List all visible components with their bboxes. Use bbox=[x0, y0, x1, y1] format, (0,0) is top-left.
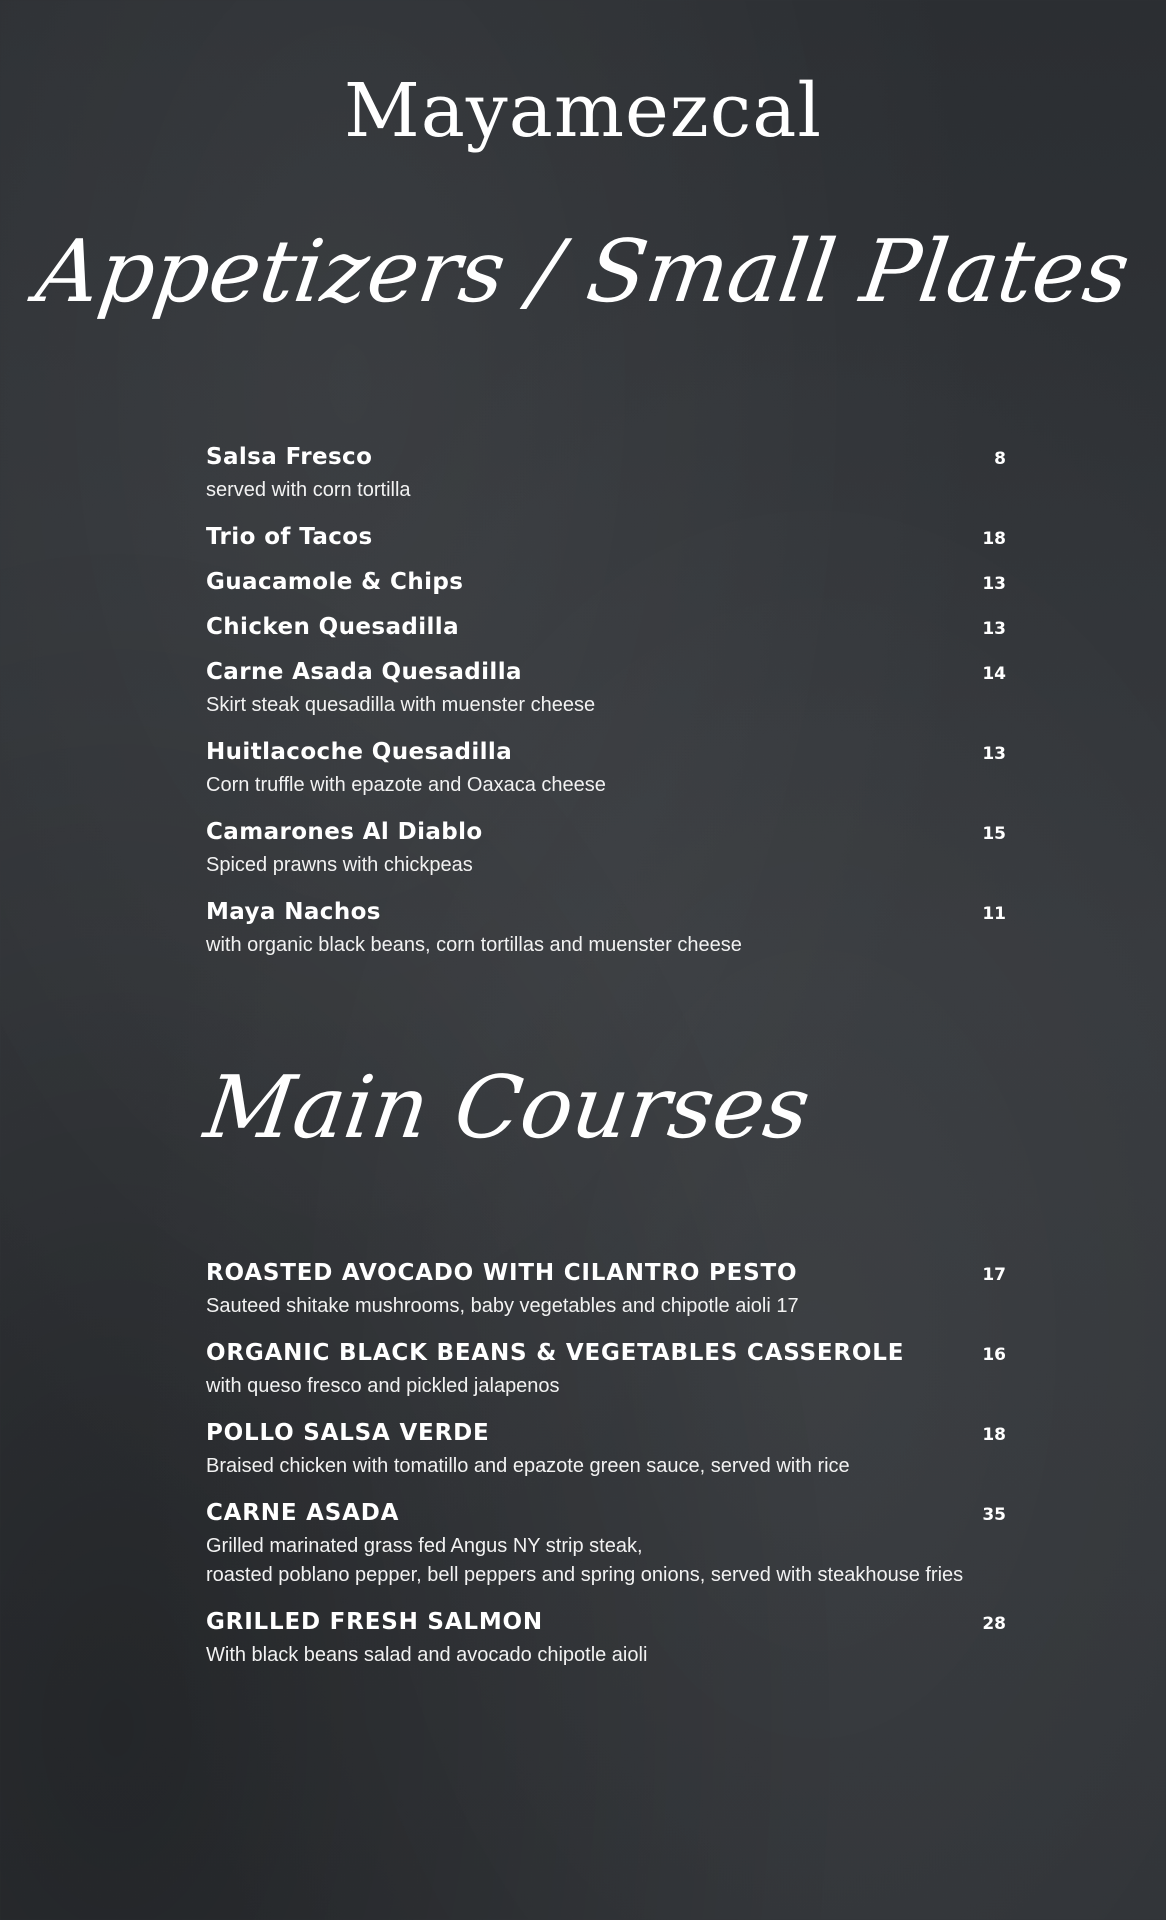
item-description: with organic black beans, corn tortillas and muenster cheese bbox=[206, 934, 742, 956]
item-price: 18 bbox=[982, 529, 1006, 549]
item-description: Spiced prawns with chickpeas bbox=[206, 854, 473, 876]
item-price: 18 bbox=[982, 1425, 1006, 1445]
item-description-line: Grilled marinated grass fed Angus NY strip steak, bbox=[206, 1535, 643, 1557]
item-price: 28 bbox=[982, 1614, 1006, 1634]
item-price: 13 bbox=[982, 619, 1006, 639]
item-name: ROASTED AVOCADO WITH CILANTRO PESTO bbox=[206, 1260, 798, 1286]
item-description: Braised chicken with tomatillo and epazote green sauce, served with rice bbox=[206, 1455, 850, 1477]
item-name: Guacamole & Chips bbox=[206, 569, 464, 595]
item-price: 14 bbox=[982, 664, 1006, 684]
main-courses-list bbox=[206, 1260, 1006, 1689]
item-name: Huitlacoche Quesadilla bbox=[206, 739, 513, 765]
restaurant-name: Mayamezcal bbox=[344, 68, 822, 154]
item-price: 13 bbox=[982, 744, 1006, 764]
item-name: ORGANIC BLACK BEANS & VEGETABLES CASSEROLE bbox=[206, 1340, 905, 1366]
item-name: Maya Nachos bbox=[206, 899, 381, 925]
item-price: 17 bbox=[982, 1265, 1006, 1285]
item-description bbox=[206, 1532, 1006, 1590]
item-description: With black beans salad and avocado chipotle aioli bbox=[206, 1644, 648, 1666]
item-name: Chicken Quesadilla bbox=[206, 614, 460, 640]
menu-item-salsa-fresco bbox=[206, 444, 1006, 505]
menu-item-chicken-quesadilla bbox=[206, 614, 1006, 640]
item-price: 8 bbox=[994, 449, 1006, 469]
item-name: Salsa Fresco bbox=[206, 444, 373, 470]
menu-item-maya-nachos bbox=[206, 899, 1006, 960]
menu-item-carne-asada-quesadilla bbox=[206, 659, 1006, 720]
item-name: Trio of Tacos bbox=[206, 524, 373, 550]
item-price: 11 bbox=[982, 904, 1006, 924]
item-description: Corn truffle with epazote and Oaxaca cheese bbox=[206, 774, 606, 796]
menu-item-huitlacoche-quesadilla bbox=[206, 739, 1006, 800]
menu-item-roasted-avocado bbox=[206, 1260, 1006, 1321]
menu-item-black-beans-casserole bbox=[206, 1340, 1006, 1401]
item-name: GRILLED FRESH SALMON bbox=[206, 1609, 543, 1635]
item-name: POLLO SALSA VERDE bbox=[206, 1420, 490, 1446]
menu-item-pollo-salsa-verde bbox=[206, 1420, 1006, 1481]
main-courses-heading: Main Courses bbox=[198, 1058, 816, 1158]
item-description: Sauteed shitake mushrooms, baby vegetables and chipotle aioli 17 bbox=[206, 1295, 799, 1317]
item-price: 15 bbox=[982, 824, 1006, 844]
item-description: with queso fresco and pickled jalapenos bbox=[206, 1375, 560, 1397]
item-name: Carne Asada Quesadilla bbox=[206, 659, 522, 685]
item-description: Skirt steak quesadilla with muenster cheese bbox=[206, 694, 596, 716]
menu-item-camarones-al-diablo bbox=[206, 819, 1006, 880]
appetizers-heading: Appetizers / Small Plates bbox=[30, 222, 1136, 322]
item-name: CARNE ASADA bbox=[206, 1500, 400, 1526]
item-price: 13 bbox=[982, 574, 1006, 594]
appetizers-list bbox=[206, 444, 1006, 979]
menu-item-guacamole-chips bbox=[206, 569, 1006, 595]
item-description: served with corn tortilla bbox=[206, 479, 411, 501]
menu-item-trio-of-tacos bbox=[206, 524, 1006, 550]
menu-item-carne-asada bbox=[206, 1500, 1006, 1590]
item-price: 35 bbox=[982, 1505, 1006, 1525]
item-name: Camarones Al Diablo bbox=[206, 819, 483, 845]
item-price: 16 bbox=[982, 1345, 1006, 1365]
menu-item-grilled-fresh-salmon bbox=[206, 1609, 1006, 1670]
item-description-line: roasted poblano pepper, bell peppers and spring onions, served with steakhouse fries bbox=[206, 1564, 964, 1586]
